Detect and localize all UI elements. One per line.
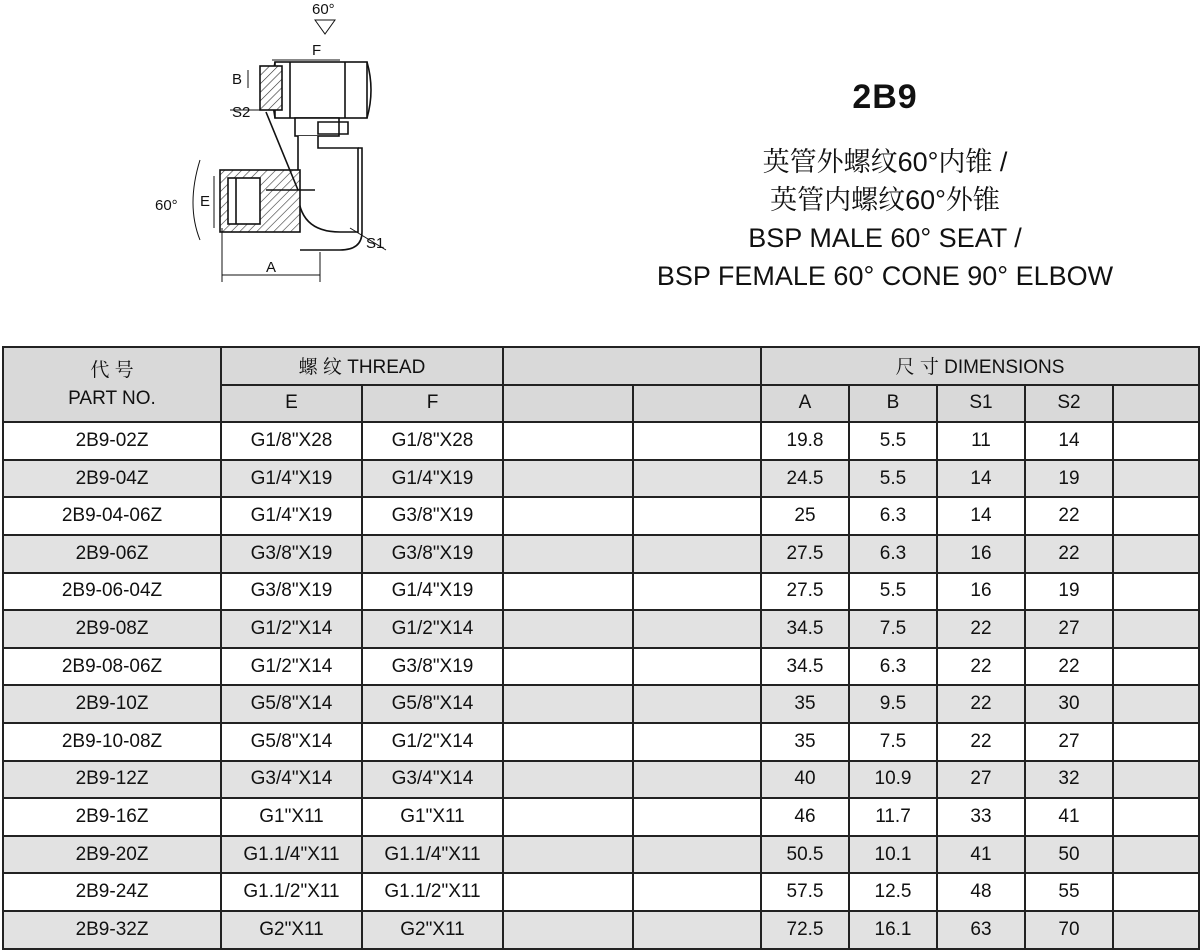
cell-blank: [1113, 497, 1199, 535]
header-blank: [503, 347, 761, 385]
cell-blank: [633, 422, 761, 460]
cell-blank: [503, 685, 633, 723]
cell-b: 5.5: [849, 422, 937, 460]
cell-e: G2"X11: [221, 911, 362, 949]
cell-blank: [1113, 422, 1199, 460]
dim-label-e: E: [200, 193, 211, 210]
cell-s1: 22: [937, 685, 1025, 723]
cell-b: 10.9: [849, 761, 937, 799]
cell-blank: [633, 535, 761, 573]
table-row: [3, 460, 1199, 498]
cell-blank: [1113, 723, 1199, 761]
cell-blank: [1113, 460, 1199, 498]
fitting-drawing: [140, 0, 400, 290]
cell-e: G1.1/2"X11: [221, 873, 362, 911]
cell-a: 34.5: [761, 610, 849, 648]
title-block: [620, 78, 1150, 295]
cell-s1: 22: [937, 610, 1025, 648]
cell-blank: [633, 873, 761, 911]
cell-s2: 27: [1025, 723, 1113, 761]
header-blank-3: [1113, 385, 1199, 423]
cell-s2: 27: [1025, 610, 1113, 648]
header-blank-2: [633, 385, 761, 423]
cell-part: 2B9-08-06Z: [3, 648, 221, 686]
cell-s2: 22: [1025, 535, 1113, 573]
cell-s1: 16: [937, 535, 1025, 573]
cell-part: 2B9-10-08Z: [3, 723, 221, 761]
header-part-no: [3, 347, 221, 422]
cell-part: 2B9-02Z: [3, 422, 221, 460]
dim-label-f: F: [312, 42, 322, 59]
cell-s1: 22: [937, 723, 1025, 761]
cell-b: 9.5: [849, 685, 937, 723]
cell-a: 27.5: [761, 535, 849, 573]
cell-blank: [1113, 648, 1199, 686]
cell-blank: [633, 723, 761, 761]
cell-a: 35: [761, 685, 849, 723]
cell-b: 10.1: [849, 836, 937, 874]
cell-s1: 41: [937, 836, 1025, 874]
cell-e: G5/8"X14: [221, 723, 362, 761]
cell-blank: [1113, 873, 1199, 911]
cell-blank: [1113, 535, 1199, 573]
cell-e: G5/8"X14: [221, 685, 362, 723]
table-row: [3, 873, 1199, 911]
cell-blank: [633, 836, 761, 874]
cell-part: 2B9-06-04Z: [3, 573, 221, 611]
cell-s1: 14: [937, 460, 1025, 498]
cell-blank: [633, 648, 761, 686]
cell-part: 2B9-32Z: [3, 911, 221, 949]
cell-blank: [503, 497, 633, 535]
product-code: 2B9: [852, 78, 918, 116]
spec-table: [2, 346, 1200, 950]
cell-a: 72.5: [761, 911, 849, 949]
cell-blank: [633, 610, 761, 648]
cell-blank: [1113, 911, 1199, 949]
dim-label-a: A: [266, 259, 277, 276]
cell-b: 7.5: [849, 610, 937, 648]
angle-top-label: 60°: [312, 1, 335, 18]
cell-s2: 22: [1025, 648, 1113, 686]
cell-e: G3/8"X19: [221, 573, 362, 611]
cell-f: G1/2"X14: [362, 610, 503, 648]
cell-s1: 16: [937, 573, 1025, 611]
cell-s1: 27: [937, 761, 1025, 799]
cell-s2: 70: [1025, 911, 1113, 949]
cell-blank: [633, 573, 761, 611]
cell-s2: 41: [1025, 798, 1113, 836]
cell-part: 2B9-06Z: [3, 535, 221, 573]
cell-f: G5/8"X14: [362, 685, 503, 723]
cell-e: G3/4"X14: [221, 761, 362, 799]
cell-blank: [503, 836, 633, 874]
cell-part: 2B9-16Z: [3, 798, 221, 836]
header-blank-1: [503, 385, 633, 423]
cell-blank: [503, 873, 633, 911]
cell-s2: 50: [1025, 836, 1113, 874]
cell-s2: 19: [1025, 460, 1113, 498]
cell-blank: [633, 798, 761, 836]
cell-f: G3/4"X14: [362, 761, 503, 799]
cell-s2: 32: [1025, 761, 1113, 799]
cell-blank: [503, 610, 633, 648]
cell-s1: 33: [937, 798, 1025, 836]
cell-s1: 48: [937, 873, 1025, 911]
cell-b: 5.5: [849, 460, 937, 498]
header-b: B: [849, 385, 937, 423]
cell-f: G1"X11: [362, 798, 503, 836]
cell-s2: 19: [1025, 573, 1113, 611]
header-a: A: [761, 385, 849, 423]
cell-f: G1/4"X19: [362, 460, 503, 498]
cell-f: G1.1/4"X11: [362, 836, 503, 874]
cell-a: 40: [761, 761, 849, 799]
cell-blank: [503, 911, 633, 949]
cell-e: G1/2"X14: [221, 610, 362, 648]
cell-b: 6.3: [849, 535, 937, 573]
dim-label-b: B: [232, 71, 243, 88]
cell-part: 2B9-12Z: [3, 761, 221, 799]
header-thread: 螺 纹 THREAD: [221, 347, 503, 385]
cell-a: 35: [761, 723, 849, 761]
header-part-no-cn: 代 号: [90, 359, 134, 381]
cell-blank: [1113, 610, 1199, 648]
cell-s2: 14: [1025, 422, 1113, 460]
table-row: [3, 723, 1199, 761]
table-row: [3, 610, 1199, 648]
cell-s1: 11: [937, 422, 1025, 460]
cell-blank: [503, 648, 633, 686]
cell-b: 6.3: [849, 497, 937, 535]
table-row: [3, 573, 1199, 611]
cell-part: 2B9-04-06Z: [3, 497, 221, 535]
cell-b: 6.3: [849, 648, 937, 686]
cell-f: G2"X11: [362, 911, 503, 949]
cell-part: 2B9-08Z: [3, 610, 221, 648]
table-row: [3, 422, 1199, 460]
cell-blank: [503, 798, 633, 836]
cell-f: G1/4"X19: [362, 573, 503, 611]
cell-e: G3/8"X19: [221, 535, 362, 573]
cell-blank: [503, 723, 633, 761]
cell-blank: [503, 573, 633, 611]
cell-a: 25: [761, 497, 849, 535]
dim-label-s2: S2: [232, 104, 251, 121]
cell-s1: 22: [937, 648, 1025, 686]
cell-e: G1.1/4"X11: [221, 836, 362, 874]
cell-blank: [633, 497, 761, 535]
table-row: [3, 685, 1199, 723]
cell-blank: [1113, 761, 1199, 799]
header-f: F: [362, 385, 503, 423]
cell-b: 16.1: [849, 911, 937, 949]
cell-blank: [503, 535, 633, 573]
cell-f: G3/8"X19: [362, 648, 503, 686]
cell-blank: [633, 685, 761, 723]
header-dimensions: 尺 寸 DIMENSIONS: [761, 347, 1199, 385]
cell-e: G1/8"X28: [221, 422, 362, 460]
cell-blank: [1113, 573, 1199, 611]
cell-f: G3/8"X19: [362, 497, 503, 535]
title-line-en-2: BSP FEMALE 60° CONE 90° ELBOW: [656, 261, 1114, 291]
cell-blank: [503, 761, 633, 799]
cell-s2: 30: [1025, 685, 1113, 723]
cell-b: 5.5: [849, 573, 937, 611]
header-s1: S1: [937, 385, 1025, 423]
cell-a: 27.5: [761, 573, 849, 611]
title-line-cn-2: 英管内螺纹60°外锥: [770, 185, 1000, 215]
title-line-en-1: BSP MALE 60° SEAT /: [748, 223, 1022, 253]
cell-a: 46: [761, 798, 849, 836]
cell-e: G1"X11: [221, 798, 362, 836]
cell-b: 11.7: [849, 798, 937, 836]
cell-blank: [633, 460, 761, 498]
cell-b: 12.5: [849, 873, 937, 911]
header-e: E: [221, 385, 362, 423]
cell-e: G1/4"X19: [221, 460, 362, 498]
cell-f: G3/8"X19: [362, 535, 503, 573]
title-line-cn-1: 英管外螺纹60°内锥 /: [762, 147, 1008, 177]
cell-part: 2B9-24Z: [3, 873, 221, 911]
cell-a: 19.8: [761, 422, 849, 460]
cell-f: G1/2"X14: [362, 723, 503, 761]
angle-left-label: 60°: [155, 197, 178, 214]
table-row: [3, 535, 1199, 573]
cell-part: 2B9-04Z: [3, 460, 221, 498]
cell-blank: [1113, 685, 1199, 723]
cell-part: 2B9-10Z: [3, 685, 221, 723]
cell-blank: [1113, 836, 1199, 874]
cell-a: 50.5: [761, 836, 849, 874]
table-row: [3, 648, 1199, 686]
cell-s2: 22: [1025, 497, 1113, 535]
cell-f: G1.1/2"X11: [362, 873, 503, 911]
cell-s1: 63: [937, 911, 1025, 949]
table-row: [3, 836, 1199, 874]
table-row: [3, 497, 1199, 535]
table-row: [3, 761, 1199, 799]
cell-part: 2B9-20Z: [3, 836, 221, 874]
cell-blank: [633, 761, 761, 799]
cell-s1: 14: [937, 497, 1025, 535]
cell-b: 7.5: [849, 723, 937, 761]
table-row: [3, 911, 1199, 949]
header-s2: S2: [1025, 385, 1113, 423]
cell-blank: [503, 422, 633, 460]
cell-blank: [633, 911, 761, 949]
cell-blank: [503, 460, 633, 498]
cell-blank: [1113, 798, 1199, 836]
cell-a: 24.5: [761, 460, 849, 498]
header-part-no-en: PART NO.: [68, 387, 156, 409]
cell-a: 57.5: [761, 873, 849, 911]
cell-a: 34.5: [761, 648, 849, 686]
cell-s2: 55: [1025, 873, 1113, 911]
cell-f: G1/8"X28: [362, 422, 503, 460]
dim-label-s1: S1: [366, 235, 385, 252]
table-row: [3, 798, 1199, 836]
cell-e: G1/2"X14: [221, 648, 362, 686]
cell-e: G1/4"X19: [221, 497, 362, 535]
